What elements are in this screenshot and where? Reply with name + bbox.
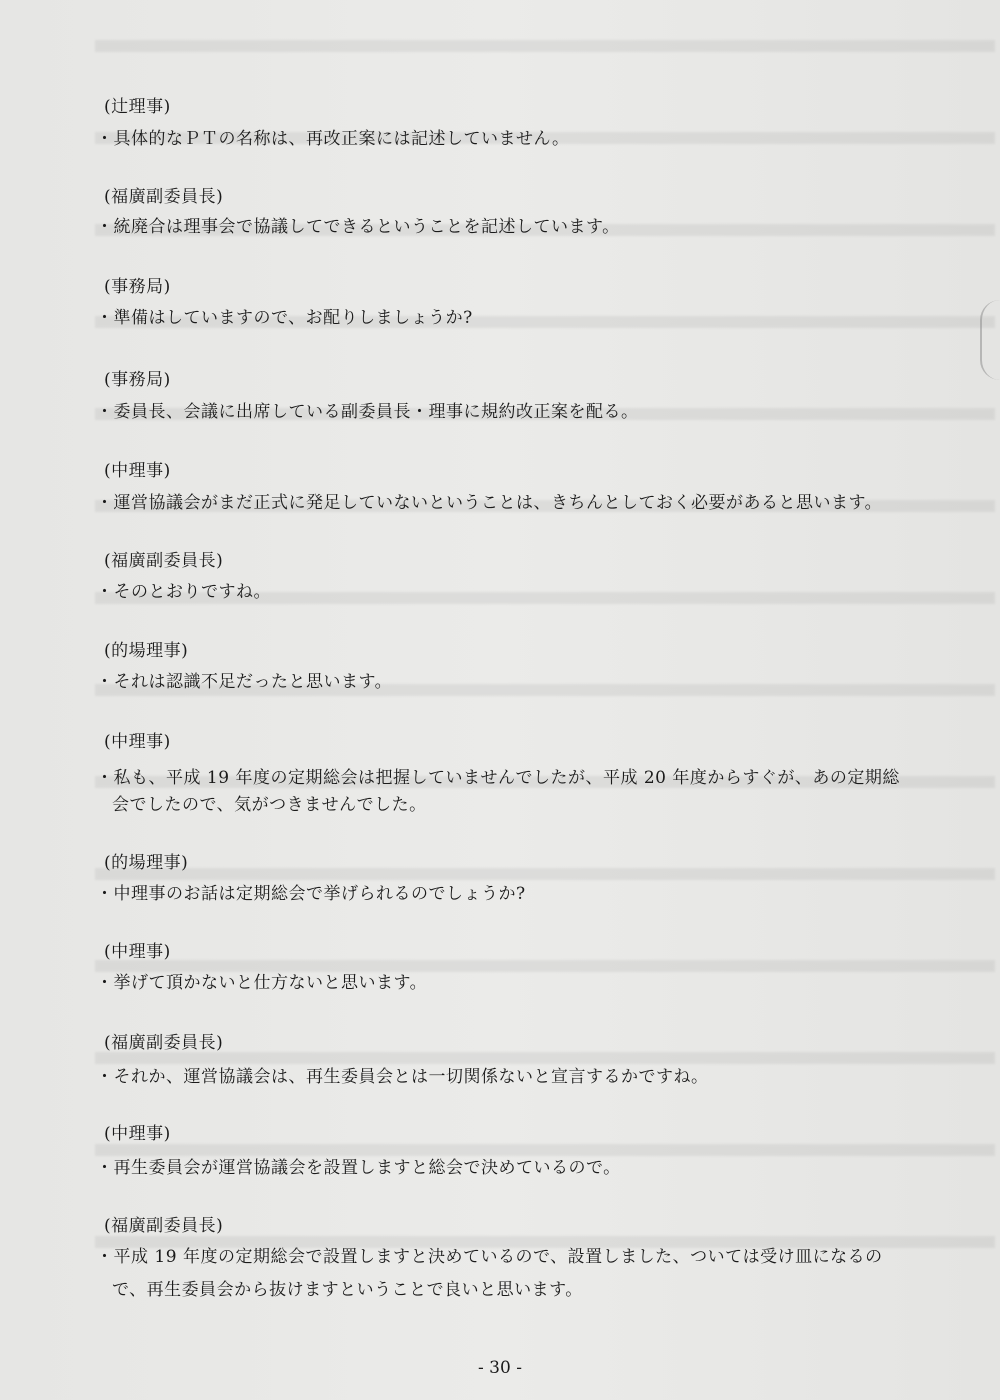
statement-continuation: で、再生委員会から抜けますということで良いと思います。 (112, 1280, 583, 1300)
statement-line: ・再生委員会が運営協議会を設置しますと総会で決めているので。 (96, 1158, 621, 1178)
bleed-through-text (95, 0, 995, 1300)
speaker-label: (的場理事) (104, 853, 189, 873)
speaker-label: (福廣副委員長) (104, 1033, 224, 1053)
statement-continuation: 会でしたので、気がつきませんでした。 (112, 795, 427, 815)
page-fold-mark (980, 300, 1000, 380)
page-number: - 30 - (478, 1358, 522, 1378)
speaker-label: (中理事) (104, 732, 171, 752)
statement-line: ・委員長、会議に出席している副委員長・理事に規約改正案を配る。 (96, 402, 639, 422)
speaker-label: (的場理事) (104, 641, 189, 661)
statement-line: ・中理事のお話は定期総会で挙げられるのでしょうか? (96, 884, 526, 904)
statement-line: ・私も、平成 19 年度の定期総会は把握していませんでしたが、平成 20 年度からすぐが、あの定期総 (96, 768, 900, 788)
speaker-label: (事務局) (104, 370, 171, 390)
speaker-label: (事務局) (104, 277, 171, 297)
speaker-label: (辻理事) (104, 97, 171, 117)
speaker-label: (中理事) (104, 942, 171, 962)
speaker-label: (中理事) (104, 461, 171, 481)
speaker-label: (中理事) (104, 1124, 171, 1144)
statement-line: ・挙げて頂かないと仕方ないと思います。 (96, 973, 428, 993)
speaker-label: (福廣副委員長) (104, 187, 224, 207)
statement-line: ・具体的なＰＴの名称は、再改正案には記述していません。 (96, 129, 570, 149)
statement-line: ・それか、運営協議会は、再生委員会とは一切関係ないと宣言するかですね。 (96, 1067, 709, 1087)
statement-line: ・準備はしていますので、お配りしましょうか? (96, 308, 473, 328)
statement-line: ・そのとおりですね。 (96, 582, 271, 602)
statement-line: ・平成 19 年度の定期総会で設置しますと決めているので、設置しました、ついては受け皿になるの (96, 1247, 883, 1267)
speaker-label: (福廣副委員長) (104, 551, 224, 571)
statement-line: ・統廃合は理事会で協議してできるということを記述しています。 (96, 217, 620, 237)
statement-line: ・それは認識不足だったと思います。 (96, 672, 393, 692)
speaker-label: (福廣副委員長) (104, 1216, 224, 1236)
statement-line: ・運営協議会がまだ正式に発足していないということは、きちんとしておく必要があると思います。 (96, 493, 883, 513)
